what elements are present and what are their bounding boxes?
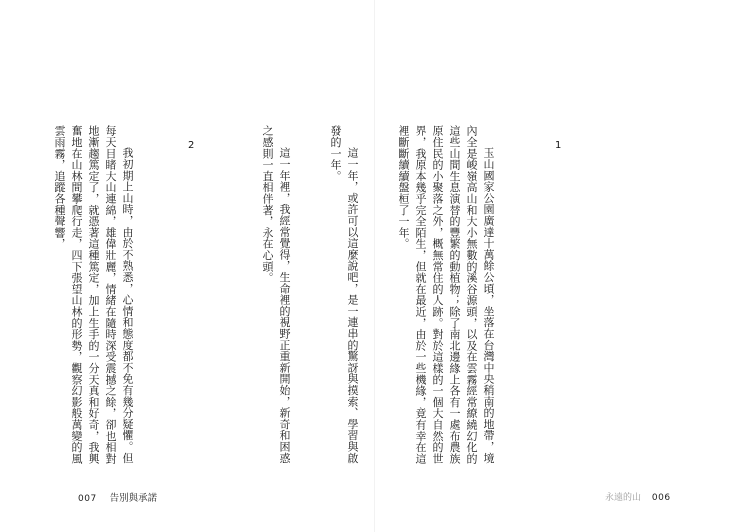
left-running-title: 告別與承諾 — [109, 493, 158, 504]
right-paragraph: 這一年，或許可以這麼說吧，是一連串的驚訝與摸索、學習與啟發的一年。 — [329, 125, 359, 464]
left-body-text — [53, 125, 170, 470]
right-running-title: 永遠的山 — [605, 493, 642, 503]
right-section-number: 1 — [555, 140, 562, 151]
left-page-number: 007 — [78, 494, 97, 504]
right-paragraph: 這一年裡，我經常覺得，生命裡的視野正重新開始，新奇和困惑之感則一直相伴著，永在心頭。 — [261, 125, 291, 464]
right-paragraph: 玉山國家公園廣達十萬餘公頃，坐落在台灣中央稍南的地帶，境內全是峻嶺高山和大小無數的溪谷源頭，以及在雲霧經常繚繞幻化的這些山間生息演替的豐繁的動植物；除了南北邊緣上各有一處布農族原住民的小聚落之外，概無常住的人跡。對於這樣的一個大自然的世界，我原本幾乎完全陌生，但就在最近，由於一些機緣，竟有幸在這裡斷斷續續盤桓了一年。 — [397, 125, 495, 464]
right-page-number: 006 — [651, 493, 671, 503]
left-paragraph: 我初期上山時，由於不熟悉，心情和態度都不免有幾分疑懼。但每天目睹大山連綿，雄偉壯麗，情緒在隨時深受震撼之餘，卻也相對地漸趨篤定了，就憑著這種篤定，加上生手的一分天真和好奇，我興奮地在山林間攀爬行走，四下張望山林的形勢，觀察幻影般萬變的風雲雨霧，追蹤各種聲響， — [53, 125, 134, 464]
right-body-text — [196, 125, 531, 470]
left-folio — [78, 490, 157, 504]
right-folio — [605, 490, 671, 503]
left-section-number: 2 — [188, 140, 195, 151]
